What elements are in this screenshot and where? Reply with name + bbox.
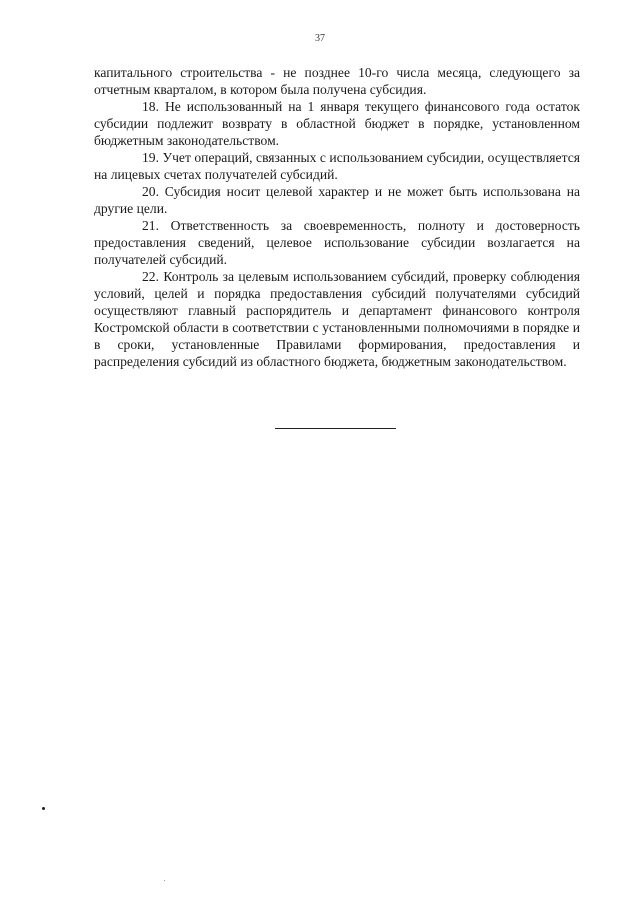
- page-number: 37: [315, 33, 325, 44]
- end-of-document-rule: [275, 428, 396, 429]
- scan-mark-dot: [42, 807, 45, 810]
- paragraph-19: 19. Учет операций, связанных с использованием субсидии, осуществляется на лицевых счетах получателей субсидий.: [94, 150, 580, 182]
- document-body: [94, 64, 580, 370]
- paragraph-22: 22. Контроль за целевым использованием субсидий, проверку соблюдения условий, целей и порядка предоставления субсидий получателями субсидий осуществляют главный распорядитель и департамент финансового контроля Костромской области в соответствии с установленными полномочиями в порядке и в сроки, установленные Правилами формирования, предоставления и распределения субсидий из областного бюджета, бюджетным законодательством.: [94, 269, 580, 369]
- scan-speck: [164, 880, 165, 881]
- paragraph-20: 20. Субсидия носит целевой характер и не может быть использована на другие цели.: [94, 184, 580, 216]
- paragraph-18: 18. Не использованный на 1 января текущего финансового года остаток субсидии подлежит возврату в областной бюджет в порядке, установленном бюджетным законодательством.: [94, 99, 580, 148]
- paragraph-continuation: капитального строительства - не позднее 10-го числа месяца, следующего за отчетным кварталом, в котором была получена субсидия.: [94, 65, 580, 97]
- paragraph-21: 21. Ответственность за своевременность, полноту и достоверность предоставления сведений, целевое использование субсидии возлагается на получателей субсидий.: [94, 218, 580, 267]
